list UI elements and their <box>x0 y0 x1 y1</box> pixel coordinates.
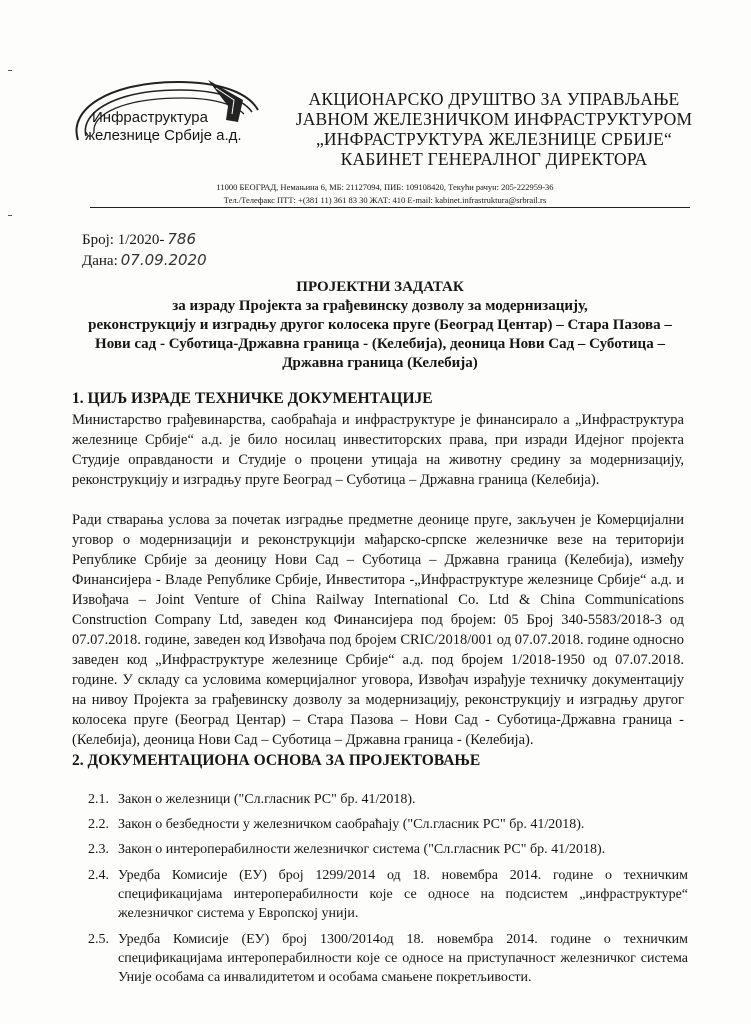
logo-text-line2: железнице Србије а.д. <box>85 127 242 144</box>
document-date-label: Дана: <box>82 253 118 269</box>
paragraph: Ради стварања услова за почетак изградње предметне деонице пруге, закључен је Комерцијални уговор о модернизацији и реконструкцији мађарско-српске железничке везе на територији Републике Србије за деоницу Нови Сад – Суботица – Државна граница (Келебија), између Финансијера - Владе Републике Србије, Инвеститора -„Инфраструктуре железнице Србије“ а.д. и Извођача – Joint Venture of China Railway International Co. Ltd & China Communications Construction Company Ltd, заведен код Финансијера под бројем: 05 Број 340-5583/2018-3 од 07.07.2018. године, заведен код Извођача под бројем CRIC/2018/001 од 07.07.2018. године односно заведен код „Инфраструктуре железнице Србије“ а.д. под бројем 1/2018-1950 од 07.07.2018. године. У складу са условима комерцијалног уговора, Извођач израђује техничку документацију на нивоу Пројекта за грађевинску дозволу за модернизацију, реконструкцију и изградњу другог колосека пруге (Београд Центар) – Стара Пазова – Нови Сад - Суботица-Државна граница - (Келебија), деоница Нови Сад – Суботица – Државна граница - (Келебија). <box>72 512 684 748</box>
document-number-handwritten: 786 <box>167 230 197 248</box>
list-item <box>88 930 688 987</box>
title-line: Нови сад - Суботица-Државна граница - (Келебија), деоница Нови Сад – Суботица – <box>95 336 665 352</box>
list-item-text: Закон о интероперабилности железничког система ("Сл.гласник РС" бр. 41/2018). <box>118 842 606 857</box>
list-item-text: Закон о безбедности у железничком саобраћају ("Сл.гласник РС" бр. 41/2018). <box>118 817 585 832</box>
document-date <box>82 251 207 270</box>
document-number-label: Број: 1/2020- <box>82 232 165 248</box>
contact-address: 11000 БЕОГРАД, Немањина 6, МБ: 21127094, ПИБ: 109108420, Текући рачун: 205-222959-36 <box>216 182 554 192</box>
org-name-line4: КАБИНЕТ ГЕНЕРАЛНОГ ДИРЕКТОРА <box>340 149 648 169</box>
list-item <box>88 840 688 859</box>
list-item-text: Уредба Комисије (ЕУ) број 1300/2014од 18. новембра 2014. године о техничким спецификацијама интероперабилности које се односе на приступачност железничког система Уније особама са инвалидитетом и особама смањене покретљивости. <box>118 932 688 985</box>
document-number <box>82 230 196 249</box>
title-line: за израду Пројекта за грађевинску дозволу за модернизацију, <box>172 298 588 314</box>
document-date-handwritten: 07.09.2020 <box>120 251 207 269</box>
section-heading: 2. ДОКУМЕНТАЦИОНА ОСНОВА ЗА ПРОЈЕКТОВАЊЕ <box>72 752 481 769</box>
paragraph: Министарство грађевинарства, саобраћаја и инфраструктуре је финансирало а „Инфраструктура железнице Србије“ а.д. је било носилац инвеститорских права, при изради Идејног пројекта Студије оправданости и Студије о процени утицаја на животну средину за модернизацију, реконструкцију и изградњу пруге Београд – Суботица – Државна граница (Келебија). <box>72 412 684 488</box>
list-item-number: 2.4. <box>88 868 109 883</box>
section-heading: 1. ЦИЉ ИЗРАДЕ ТЕХНИЧКЕ ДОКУМЕНТАЦИЈЕ <box>72 390 433 407</box>
org-name-line1: АКЦИОНАРСКО ДРУШТВО ЗА УПРАВЉАЊЕ <box>308 89 680 109</box>
logo-text-line1: Инфраструктура <box>92 109 208 126</box>
list-item-text: Закон о железници ("Сл.гласник РС" бр. 41/2018). <box>118 792 416 807</box>
list-item-number: 2.1. <box>88 792 109 807</box>
list-item-number: 2.5. <box>88 932 109 947</box>
header-divider <box>90 207 690 208</box>
contact-phone-email: Тел./Телефакс ПТТ: +(381 11) 361 83 30 ЖАТ: 410 E-mail: kabinet.infrastruktura@srbrail.rs <box>223 195 547 205</box>
org-name-line2: ЈАВНОМ ЖЕЛЕЗНИЧКОМ ИНФРАСТРУКТУРОМ <box>295 109 693 129</box>
list-item-text: Уредба Комисије (ЕУ) број 1299/2014 од 18. новембра 2014. године о техничким спецификацијама интероперабилности које се односе на подсистем „инфраструктуре“ железничког система у Европској унији. <box>118 868 688 921</box>
org-name-line3: „ИНФРАСТРУКТУРА ЖЕЛЕЗНИЦЕ СРБИЈЕ“ <box>315 129 673 149</box>
margin-tick <box>8 70 12 71</box>
margin-tick <box>8 215 12 216</box>
document-title: ПРОЈЕКТНИ ЗАДАТАК <box>296 279 464 295</box>
title-line: реконструкцију и изградњу другог колосека пруге (Београд Центар) – Стара Пазова – <box>88 317 672 333</box>
list-item <box>88 866 688 923</box>
list-item-number: 2.2. <box>88 817 109 832</box>
title-line: Државна граница (Келебија) <box>282 355 478 371</box>
list-item <box>88 815 688 834</box>
list-item <box>88 790 688 809</box>
list-item-number: 2.3. <box>88 842 109 857</box>
